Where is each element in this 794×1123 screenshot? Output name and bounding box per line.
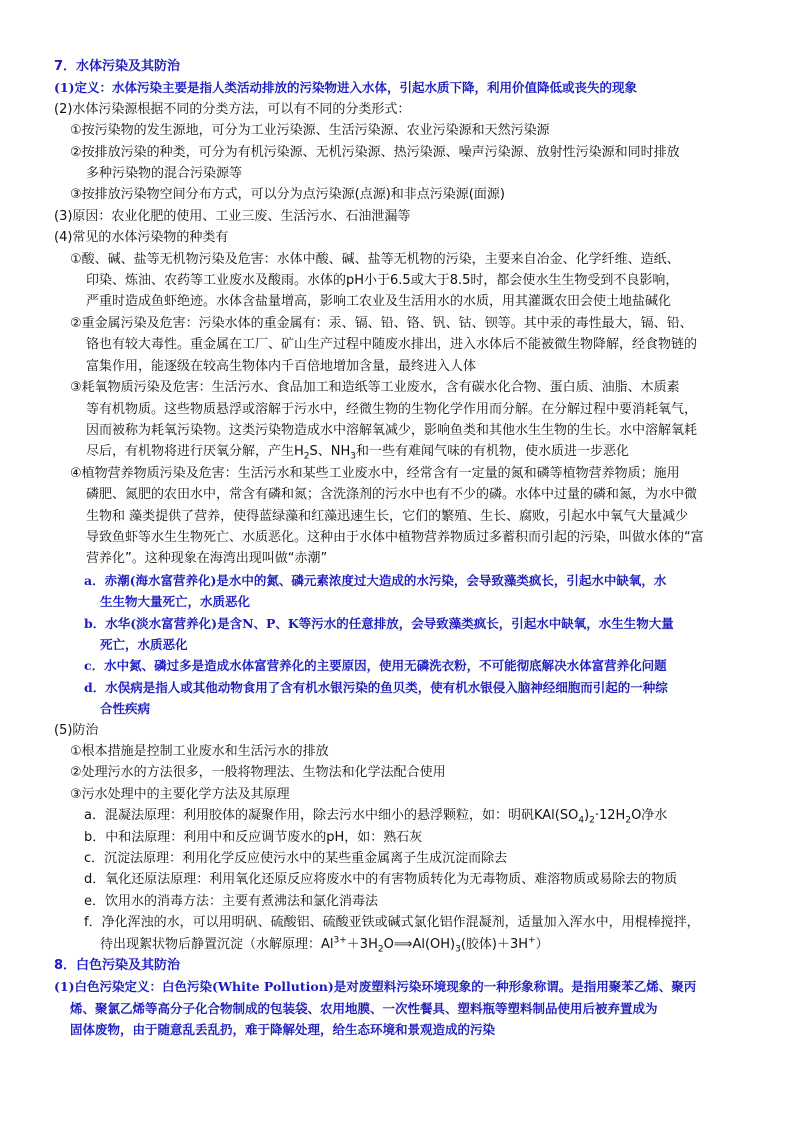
pollutant-3-line-1: ③耗氧物质污染及危害：生活污水、食品加工和造纸等工业废水，含有碳水化合物、蛋白质、油脂、木质素: [70, 380, 680, 396]
note-a-line-2: 生生物大量死亡，水质恶化: [100, 594, 251, 610]
pollutant-2-line-1: ②重金属污染及危害：污染水体的重金属有：汞、镉、铅、铬、钒、钴、钡等。其中汞的毒性最大，镉、铅、: [70, 315, 693, 331]
pollutant-1-line-3: 严重时造成鱼虾绝迹。水体含盐量增高，影响工农业及生活用水的水质，用其灌溉农田会使土地盐碱化: [86, 294, 672, 310]
prevention-item-3: ③污水处理中的主要化学方法及其原理: [70, 786, 290, 802]
pollutant-2-line-2: 铬也有较大毒性。重金属在工厂、矿山生产过程中随废水排出，进入水体后不能被微生物降解，经食物链的: [86, 337, 698, 353]
method-d: d．氧化还原法原理：利用氧化还原反应将废水中的有害物质转化为无毒物质、难溶物质或易除去的物质: [84, 872, 678, 888]
pollution-source-item-1: ①按污染物的发生源地，可分为工业污染源、生活污染源、农业污染源和天然污染源: [70, 123, 550, 139]
pollutant-1-line-2: 印染、炼油、农药等工业废水及酸雨。水体的pH小于6.5或大于8.5时，都会使水生生物受到不良影响，: [86, 273, 679, 289]
section-8-title: 8．白色污染及其防治: [54, 958, 181, 974]
pollutant-4-line-5: 营养化”。这种现象在海湾出现叫做“赤潮”: [86, 551, 328, 567]
pollutant-types-intro: (4)常见的水体污染物的种类有: [54, 230, 229, 246]
note-a-line-1: a．赤潮(海水富营养化)是水中的氮、磷元素浓度过大造成的水污染，会导致藻类疯长，引起水中缺氧，水: [84, 572, 667, 588]
pollution-source-item-2: ②按排放污染的种类，可分为有机污染源、无机污染源、热污染源、噪声污染源、放射性污染源和同时排放: [70, 144, 680, 160]
white-pollution-def-line-2: 烯、聚氯乙烯等高分子化合物制成的包装袋、农用地膜、一次性餐具、塑料瓶等塑料制品使用后被弃置成为: [70, 1000, 658, 1016]
note-d-line-2: 合性疾病: [100, 701, 151, 717]
pollutant-2-line-3: 富集作用，能逐级在较高生物体内千百倍地增加含量，最终进入人体: [86, 358, 477, 374]
method-e: e．饮用水的消毒方法：主要有煮沸法和氯化消毒法: [84, 893, 378, 909]
white-pollution-def-line-1: (1)白色污染定义：白色污染(White Pollution)是对废塑料污染环境现象的一种形象称谓。是指用聚苯乙烯、聚丙: [54, 979, 697, 995]
section-7-definition: (1)定义：水体污染主要是指人类活动排放的污染物进入水体，引起水质下降，利用价值降低或丧失的现象: [54, 80, 638, 96]
pollutant-3-line-4: 尽后，有机物将进行厌氧分解，产生$H_2S$、$NH_3$和一些有难闻气味的有机物，使水质进一步恶化: [86, 444, 630, 462]
pollutant-4-line-2: 磷肥、氮肥的农田水中，常含有磷和氮；含洗涤剂的污水中也有不少的磷。水体中过量的磷和氮，为水中微: [86, 487, 698, 503]
note-d-line-1: d．水俣病是指人或其他动物食用了含有机水银污染的鱼贝类，使有机水银侵入脑神经细胞而引起的一种综: [84, 679, 668, 695]
pollution-source-intro: (2)水体污染源根据不同的分类方法，可以有不同的分类形式：: [54, 101, 411, 117]
pollutant-4-line-4: 导致鱼虾等水生生物死亡、水质恶化。这种由于水体中植物营养物质过多蓄积而引起的污染，叫做水体的“富: [86, 529, 704, 545]
method-a: a．混凝法原理：利用胶体的凝聚作用，除去污水中细小的悬浮颗粒，如：明矾$KAl(SO_4)_2\cdot 12H_2O$净水: [84, 808, 668, 826]
method-f-line-2: 待出现絮状物后静置沉淀（水解原理：$Al^{3+}+3H_2O⟹Al(OH)_3$(胶体)＋3H+）: [100, 935, 549, 955]
section-7-title: 7．水体污染及其防治: [54, 59, 181, 74]
note-c-line-1: c．水中氮、磷过多是造成水体富营养化的主要原因，使用无磷洗衣粉，不可能彻底解决水体富营养化问题: [84, 658, 667, 674]
pollution-source-item-2-cont: 多种污染物的混合污染源等: [86, 166, 243, 182]
pollutant-3-line-3: 因而被称为耗氧污染物。这类污染物造成水中溶解氧减少，影响鱼类和其他水生生物的生长。水中溶解氧耗: [86, 422, 698, 438]
pollutant-4-line-3: 生物和 藻类提供了营养，使得蓝绿藻和红藻迅速生长，它们的繁殖、生长、腐败，引起水中氧气大量减少: [86, 508, 689, 524]
pollution-source-item-3: ③按排放污染物空间分布方式，可以分为点污染源(点源)和非点污染源(面源): [70, 187, 505, 203]
note-b-line-1: b．水华(淡水富营养化)是含N、P、K等污水的任意排放，会导致藻类疯长，引起水中缺氧，水生生物大量: [84, 615, 674, 631]
note-b-line-2: 死亡，水质恶化: [100, 636, 188, 652]
method-c: c．沉淀法原理：利用化学反应使污水中的某些重金属离子生成沉淀而除去: [84, 851, 508, 867]
prevention-heading: (5)防治: [54, 722, 99, 738]
pollutant-4-line-1: ④植物营养物质污染及危害：生活污水和某些工业废水中，经常含有一定量的氮和磷等植物营养物质；施用: [70, 465, 680, 481]
pollutant-3-line-2: 等有机物质。这些物质悬浮或溶解于污水中，经微生物的生物化学作用而分解。在分解过程中要消耗氧气，: [86, 401, 698, 417]
prevention-item-2: ②处理污水的方法很多，一般将物理法、生物法和化学法配合使用: [70, 765, 446, 781]
method-f-line-1: f．净化浑浊的水，可以用明矾、硫酸铝、硫酸亚铁或碱式氯化铝作混凝剂，适量加入浑水中，用棍棒搅拌，: [84, 915, 700, 931]
pollution-cause: (3)原因：农业化肥的使用、工业三废、生活污水、石油泄漏等: [54, 208, 411, 224]
method-b: b．中和法原理：利用中和反应调节废水的pH，如：熟石灰: [84, 829, 423, 845]
white-pollution-def-line-3: 固体废物，由于随意乱丢乱扔，难于降解处理，给生态环境和景观造成的污染: [70, 1022, 496, 1038]
pollutant-1-line-1: ①酸、碱、盐等无机物污染及危害：水体中酸、碱、盐等无机物的污染，主要来自冶金、化学纤维、造纸、: [70, 251, 680, 267]
prevention-item-1: ①根本措施是控制工业废水和生活污水的排放: [70, 744, 329, 759]
